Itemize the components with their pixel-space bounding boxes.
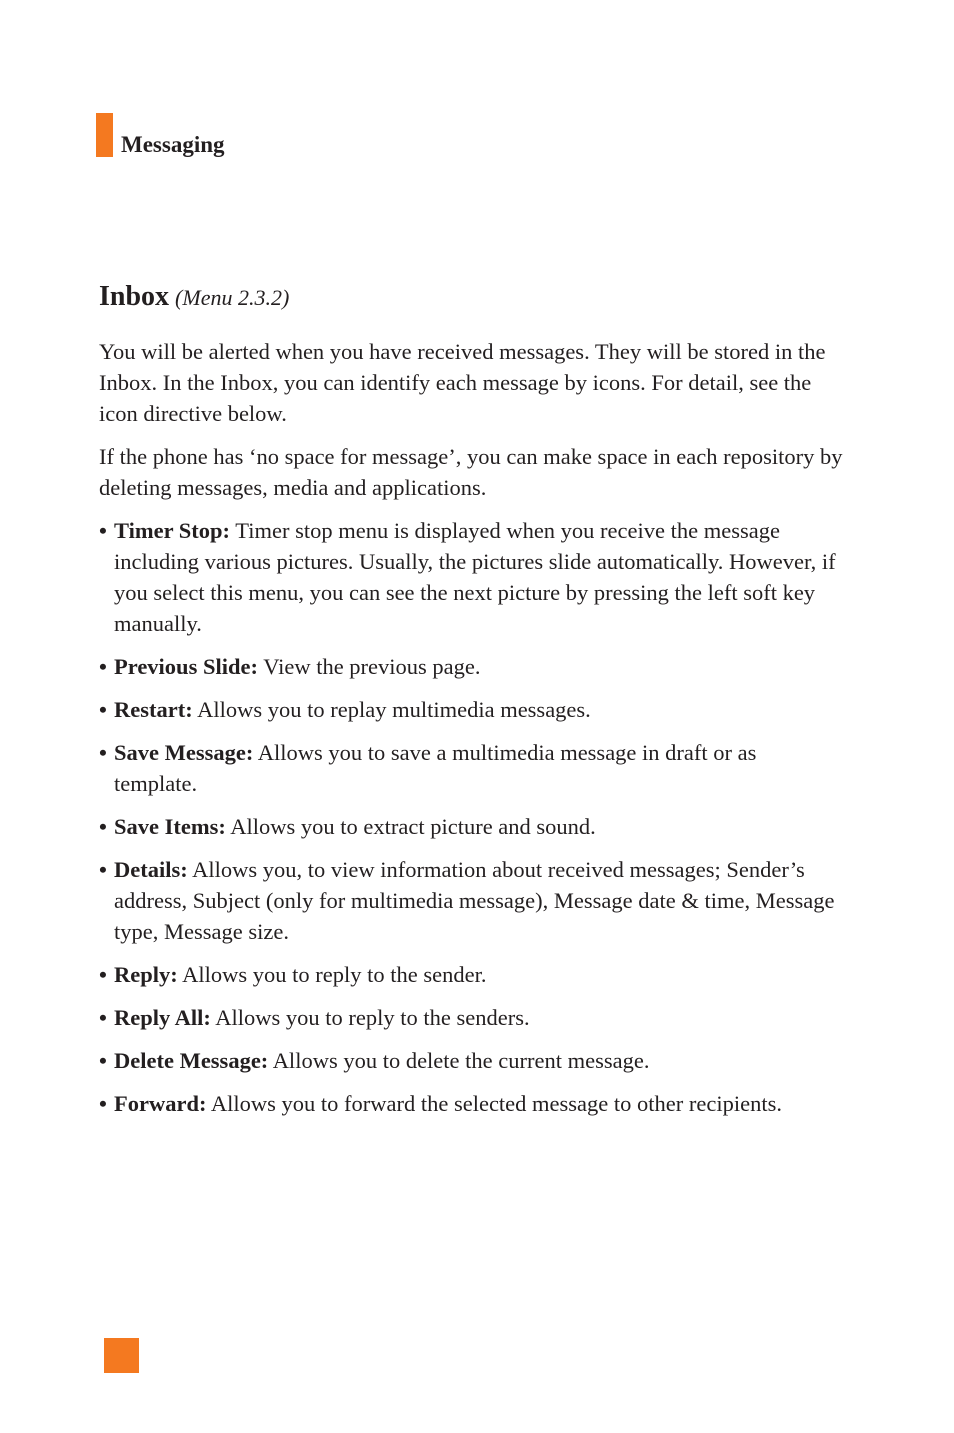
- option-description: Allows you to save a multimedia message in draft or as template.: [114, 740, 757, 796]
- page-marker-square: [104, 1338, 139, 1373]
- list-item: [99, 854, 844, 947]
- option-term: Details:: [114, 857, 188, 882]
- bullet-glyph: •: [99, 518, 107, 543]
- bullet-glyph: •: [99, 654, 107, 679]
- option-description: Allows you to reply to the senders.: [215, 1005, 530, 1030]
- option-term: Previous Slide:: [114, 654, 258, 679]
- bullet-glyph: •: [99, 1048, 107, 1073]
- bullet-glyph: •: [99, 1091, 107, 1116]
- list-item: [99, 1045, 844, 1076]
- option-term: Save Items:: [114, 814, 226, 839]
- title-menu-path: (Menu 2.3.2): [175, 285, 290, 310]
- storage-paragraph: If the phone has ‘no space for message’, you can make space in each repository by deleting messages, media and applications.: [99, 444, 843, 500]
- list-item: [99, 1088, 844, 1119]
- bullet-glyph: •: [99, 814, 107, 839]
- list-item: [99, 651, 844, 682]
- option-list: [99, 515, 844, 1119]
- list-item: [99, 737, 844, 799]
- option-term: Forward:: [114, 1091, 207, 1116]
- option-term: Reply All:: [114, 1005, 211, 1030]
- option-description: Timer stop menu is displayed when you receive the message including various pictures. Usually, the pictures slide automatically. However, if you select this menu, you can see the next picture by pressing the left soft key manually.: [114, 518, 836, 636]
- bullet-glyph: •: [99, 857, 107, 882]
- option-description: Allows you, to view information about received messages; Sender’s address, Subject (only for multimedia message), Message date & time, Message type, Message size.: [114, 857, 835, 944]
- option-description: Allows you to replay multimedia messages.: [197, 697, 591, 722]
- list-item: [99, 959, 844, 990]
- option-description: Allows you to forward the selected message to other recipients.: [210, 1091, 782, 1116]
- option-term: Timer Stop:: [114, 518, 231, 543]
- list-item: [99, 694, 844, 725]
- option-description: Allows you to extract picture and sound.: [230, 814, 596, 839]
- option-term: Save Message:: [114, 740, 254, 765]
- option-term: Restart:: [114, 697, 193, 722]
- page-content: [99, 280, 844, 1131]
- option-description: Allows you to reply to the sender.: [182, 962, 487, 987]
- list-item: [99, 1002, 844, 1033]
- list-item: [99, 515, 844, 639]
- option-term: Delete Message:: [114, 1048, 269, 1073]
- section-label: Messaging: [121, 132, 225, 157]
- option-description: Allows you to delete the current message.: [272, 1048, 650, 1073]
- intro-paragraph: You will be alerted when you have received messages. They will be stored in the Inbox. In the Inbox, you can identify each message by icons. For detail, see the icon directive below.: [99, 339, 826, 426]
- page-title: [99, 280, 844, 315]
- bullet-glyph: •: [99, 697, 107, 722]
- title-main: Inbox: [99, 281, 170, 312]
- bullet-glyph: •: [99, 962, 107, 987]
- list-item: [99, 811, 844, 842]
- bullet-glyph: •: [99, 740, 107, 765]
- section-marker-bar: [96, 113, 113, 157]
- option-term: Reply:: [114, 962, 178, 987]
- bullet-glyph: •: [99, 1005, 107, 1030]
- option-description: View the previous page.: [263, 654, 481, 679]
